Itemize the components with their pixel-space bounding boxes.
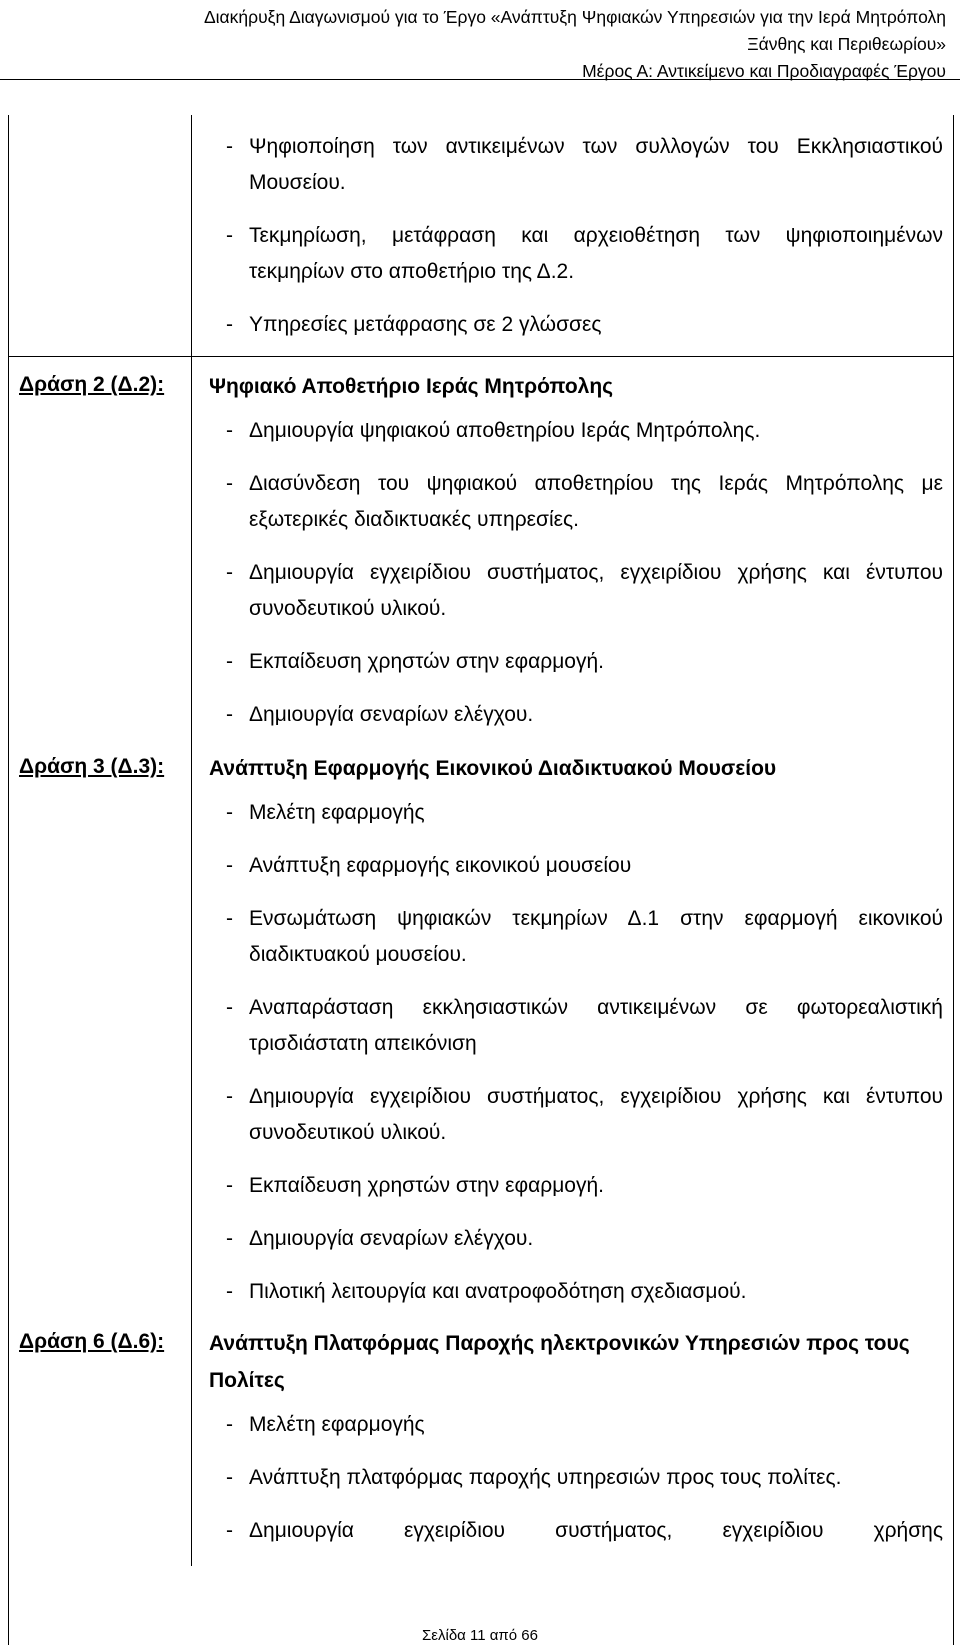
list-item-text: Εκπαίδευση χρηστών στην εφαρμογή. bbox=[249, 1174, 604, 1197]
action-label: Δράση 6 (Δ.6): bbox=[19, 1330, 165, 1353]
table-row-action-3 bbox=[9, 739, 953, 1314]
list-item bbox=[209, 466, 943, 538]
action-content-cell bbox=[192, 115, 953, 356]
action-content-cell bbox=[192, 739, 953, 1314]
dash-bullet: - bbox=[226, 1280, 233, 1303]
dash-bullet: - bbox=[226, 472, 233, 495]
action-content-cell bbox=[192, 357, 953, 739]
dash-bullet: - bbox=[226, 1174, 233, 1197]
list-item bbox=[209, 218, 943, 290]
dash-bullet: - bbox=[226, 1466, 233, 1489]
dash-bullet: - bbox=[226, 854, 233, 877]
header-divider bbox=[0, 79, 960, 80]
list-item-text: Διασύνδεση του ψηφιακού αποθετηρίου της Ιεράς Μητρόπολης με εξωτερικές διαδικτυακές υπηρεσίες. bbox=[249, 472, 943, 531]
dash-bullet: - bbox=[226, 703, 233, 726]
dash-bullet: - bbox=[226, 419, 233, 442]
action-label-cell bbox=[9, 1314, 192, 1566]
dash-bullet: - bbox=[226, 1085, 233, 1108]
list-item-text: Δημιουργία εγχειρίδιου συστήματος, εγχειρίδιου χρήσης bbox=[249, 1519, 943, 1542]
header-line-2: Ξάνθης και Περιθεωρίου» bbox=[747, 34, 946, 54]
list-item-text: Υπηρεσίες μετάφρασης σε 2 γλώσσες bbox=[249, 313, 602, 336]
list-item bbox=[209, 413, 943, 449]
list-item-text: Ανάπτυξη πλατφόρμας παροχής υπηρεσιών προς τους πολίτες. bbox=[249, 1466, 842, 1489]
list-item-text: Δημιουργία εγχειρίδιου συστήματος, εγχειρίδιου χρήσης και έντυπου συνοδευτικού υλικού. bbox=[249, 561, 943, 620]
list-item-text: Ψηφιοποίηση των αντικειμένων των συλλογών του Εκκλησιαστικού Μουσείου. bbox=[249, 135, 943, 194]
dash-bullet: - bbox=[226, 561, 233, 584]
dash-bullet: - bbox=[226, 224, 233, 247]
action-title: Ανάπτυξη Εφαρμογής Εικονικού Διαδικτυακού Μουσείου bbox=[209, 757, 777, 780]
header-line-1: Διακήρυξη Διαγωνισμού για το Έργο «Ανάπτυξη Ψηφιακών Υπηρεσιών για την Ιερά Μητρόπολη bbox=[203, 7, 946, 27]
dash-bullet: - bbox=[226, 135, 233, 158]
list-item-text: Δημιουργία ψηφιακού αποθετηρίου Ιεράς Μητρόπολης. bbox=[249, 419, 761, 442]
list-item-text: Τεκμηρίωση, μετάφραση και αρχειοθέτηση των ψηφιοποιημένων τεκμηρίων στο αποθετήριο της Δ.2. bbox=[249, 224, 943, 283]
action-title: Ψηφιακό Αποθετήριο Ιεράς Μητρόπολης bbox=[209, 375, 614, 398]
table-row-action-6 bbox=[9, 1314, 953, 1566]
list-item-text: Ενσωμάτωση ψηφιακών τεκμηρίων Δ.1 στην εφαρμογή εικονικού διαδικτυακού μουσείου. bbox=[249, 907, 943, 966]
dash-bullet: - bbox=[226, 996, 233, 1019]
list-item bbox=[209, 1513, 943, 1549]
list-item-text: Δημιουργία σεναρίων ελέγχου. bbox=[249, 1227, 534, 1250]
dash-bullet: - bbox=[226, 907, 233, 930]
list-item bbox=[209, 1460, 943, 1496]
header-line-3: Μέρος Α: Αντικείμενο και Προδιαγραφές Έργου bbox=[582, 61, 946, 81]
list-item bbox=[209, 1079, 943, 1151]
list-item bbox=[209, 644, 943, 680]
list-item-text: Εκπαίδευση χρηστών στην εφαρμογή. bbox=[249, 650, 604, 673]
list-item bbox=[209, 848, 943, 884]
dash-bullet: - bbox=[226, 1519, 233, 1542]
table-row-continued bbox=[9, 115, 953, 356]
list-item-text: Δημιουργία σεναρίων ελέγχου. bbox=[249, 703, 534, 726]
action-label-cell bbox=[9, 115, 192, 356]
list-item bbox=[209, 1168, 943, 1204]
list-item bbox=[209, 795, 943, 831]
list-item bbox=[209, 1221, 943, 1257]
list-item-text: Αναπαράσταση εκκλησιαστικών αντικειμένων σε φωτορεαλιστική τρισδιάστατη απεικόνιση bbox=[249, 996, 943, 1055]
dash-bullet: - bbox=[226, 801, 233, 824]
action-content-cell bbox=[192, 1314, 953, 1566]
dash-bullet: - bbox=[226, 313, 233, 336]
list-item-text: Δημιουργία εγχειρίδιου συστήματος, εγχειρίδιου χρήσης και έντυπου συνοδευτικού υλικού. bbox=[249, 1085, 943, 1144]
list-item bbox=[209, 697, 943, 733]
list-item bbox=[209, 307, 943, 343]
page-number: Σελίδα 11 από 66 bbox=[422, 1627, 538, 1644]
dash-bullet: - bbox=[226, 650, 233, 673]
list-item-text: Ανάπτυξη εφαρμογής εικονικού μουσείου bbox=[249, 854, 632, 877]
dash-bullet: - bbox=[226, 1227, 233, 1250]
action-label-cell bbox=[9, 357, 192, 739]
action-label: Δράση 2 (Δ.2): bbox=[19, 373, 165, 396]
actions-table bbox=[8, 115, 954, 1645]
list-item bbox=[209, 990, 943, 1062]
action-title: Ανάπτυξη Πλατφόρμας Παροχής ηλεκτρονικών Υπηρεσιών προς τους Πολίτες bbox=[209, 1332, 910, 1392]
list-item-text: Μελέτη εφαρμογής bbox=[249, 1413, 425, 1436]
list-item bbox=[209, 1407, 943, 1443]
action-label: Δράση 3 (Δ.3): bbox=[19, 755, 165, 778]
list-item-text: Μελέτη εφαρμογής bbox=[249, 801, 425, 824]
list-item bbox=[209, 1274, 943, 1310]
list-item bbox=[209, 555, 943, 627]
list-item-text: Πιλοτική λειτουργία και ανατροφοδότηση σχεδιασμού. bbox=[249, 1280, 747, 1303]
dash-bullet: - bbox=[226, 1413, 233, 1436]
list-item bbox=[209, 901, 943, 973]
page-header bbox=[16, 4, 946, 85]
action-label-cell bbox=[9, 739, 192, 1314]
table-row-action-2 bbox=[9, 356, 953, 739]
list-item bbox=[209, 129, 943, 201]
